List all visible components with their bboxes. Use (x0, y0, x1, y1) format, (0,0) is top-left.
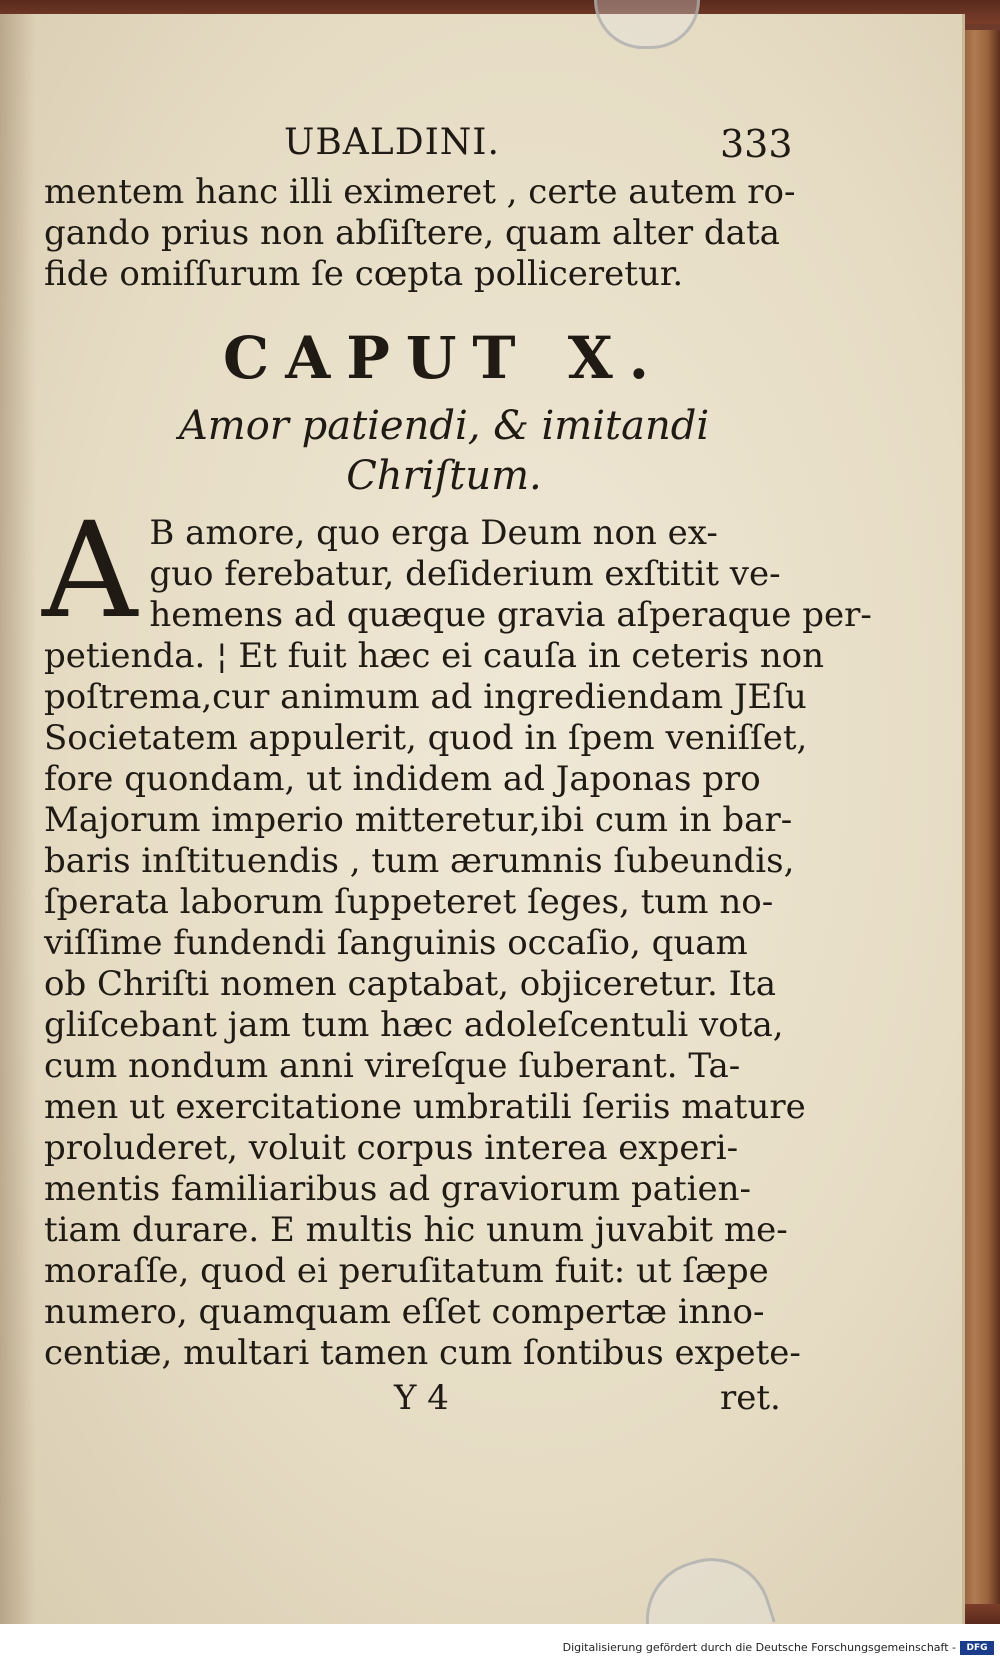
chapter-heading: CAPUT X. (223, 324, 665, 392)
intro-paragraph (44, 172, 844, 295)
text-line: proluderet, voluit corpus interea experi- (44, 1128, 739, 1168)
text-line: viſſime fundendi ſanguinis occaſio, quam (44, 923, 748, 963)
text-line: numero, quamquam eſſet compertæ inno- (44, 1292, 765, 1332)
chapter-subtitle (44, 401, 844, 501)
chapter-subtitle-line: Amor patiendi, & imitandi (178, 403, 710, 449)
text-line: moraſſe, quod ei peruſitatum fuit: ut ſæpe (44, 1251, 769, 1291)
text-line: tiam durare. E multis hic unum juvabit me- (44, 1210, 788, 1250)
signature-mark: Y 4 (394, 1378, 449, 1418)
text-line: ſperata laborum ſuppeteret ſeges, tum no- (44, 882, 774, 922)
credit-bar (0, 1624, 1000, 1664)
text-line: centiæ, multari tamen cum ſontibus expete- (44, 1333, 801, 1373)
text-line: gando prius non abſiſtere, quam alter data (44, 213, 780, 253)
text-line: guo ferebatur, deſiderium exſtitit ve- (149, 554, 781, 594)
digitization-credit: Digitalisierung gefördert durch die Deutsche Forschungsgemeinschaft - (562, 1641, 956, 1654)
text-line: mentem hanc illi eximeret , certe autem ro- (44, 172, 796, 212)
text-line: Majorum imperio mitteretur,ibi cum in bar- (44, 800, 793, 840)
text-line: men ut exercitatione umbratili ſeriis mature (44, 1087, 806, 1127)
text-line: mentis familiaribus ad graviorum patien- (44, 1169, 752, 1209)
catchword: ret. (720, 1378, 781, 1418)
drop-cap: A (42, 494, 138, 648)
text-line: poſtrema,cur animum ad ingrediendam JEſu (44, 677, 807, 717)
page-content (42, 112, 872, 1418)
text-line: cum nondum anni vireſque ſuberant. Ta- (44, 1046, 741, 1086)
text-line: fore quondam, ut indidem ad Japonas pro (44, 759, 761, 799)
text-line: fide omiſſurum ſe cœpta polliceretur. (44, 254, 684, 294)
page-number: 333 (720, 122, 793, 166)
text-line: gliſcebant jam tum hæc adoleſcentuli vota, (44, 1005, 784, 1045)
text-line: petienda. ¦ Et fuit hæc ei cauſa in ceteris non (44, 636, 825, 676)
text-line: B amore, quo erga Deum non ex- (149, 513, 718, 553)
text-line: hemens ad quæque gravia aſperaque per- (149, 595, 872, 635)
text-line: ob Chriſti nomen captabat, objiceretur. Ita (44, 964, 777, 1004)
dfg-logo: DFG (960, 1641, 994, 1655)
text-line: baris inſtituendis , tum ærumnis ſubeundis, (44, 841, 795, 881)
chapter-subtitle-line: Chriſtum. (346, 453, 542, 499)
body-paragraph (42, 494, 872, 1374)
text-line: Societatem appulerit, quod in ſpem veniſſet, (44, 718, 808, 758)
gutter-shadow (0, 14, 36, 1624)
running-head (44, 112, 844, 172)
page-footer (44, 1378, 844, 1418)
running-title: UBALDINI. (284, 122, 500, 163)
